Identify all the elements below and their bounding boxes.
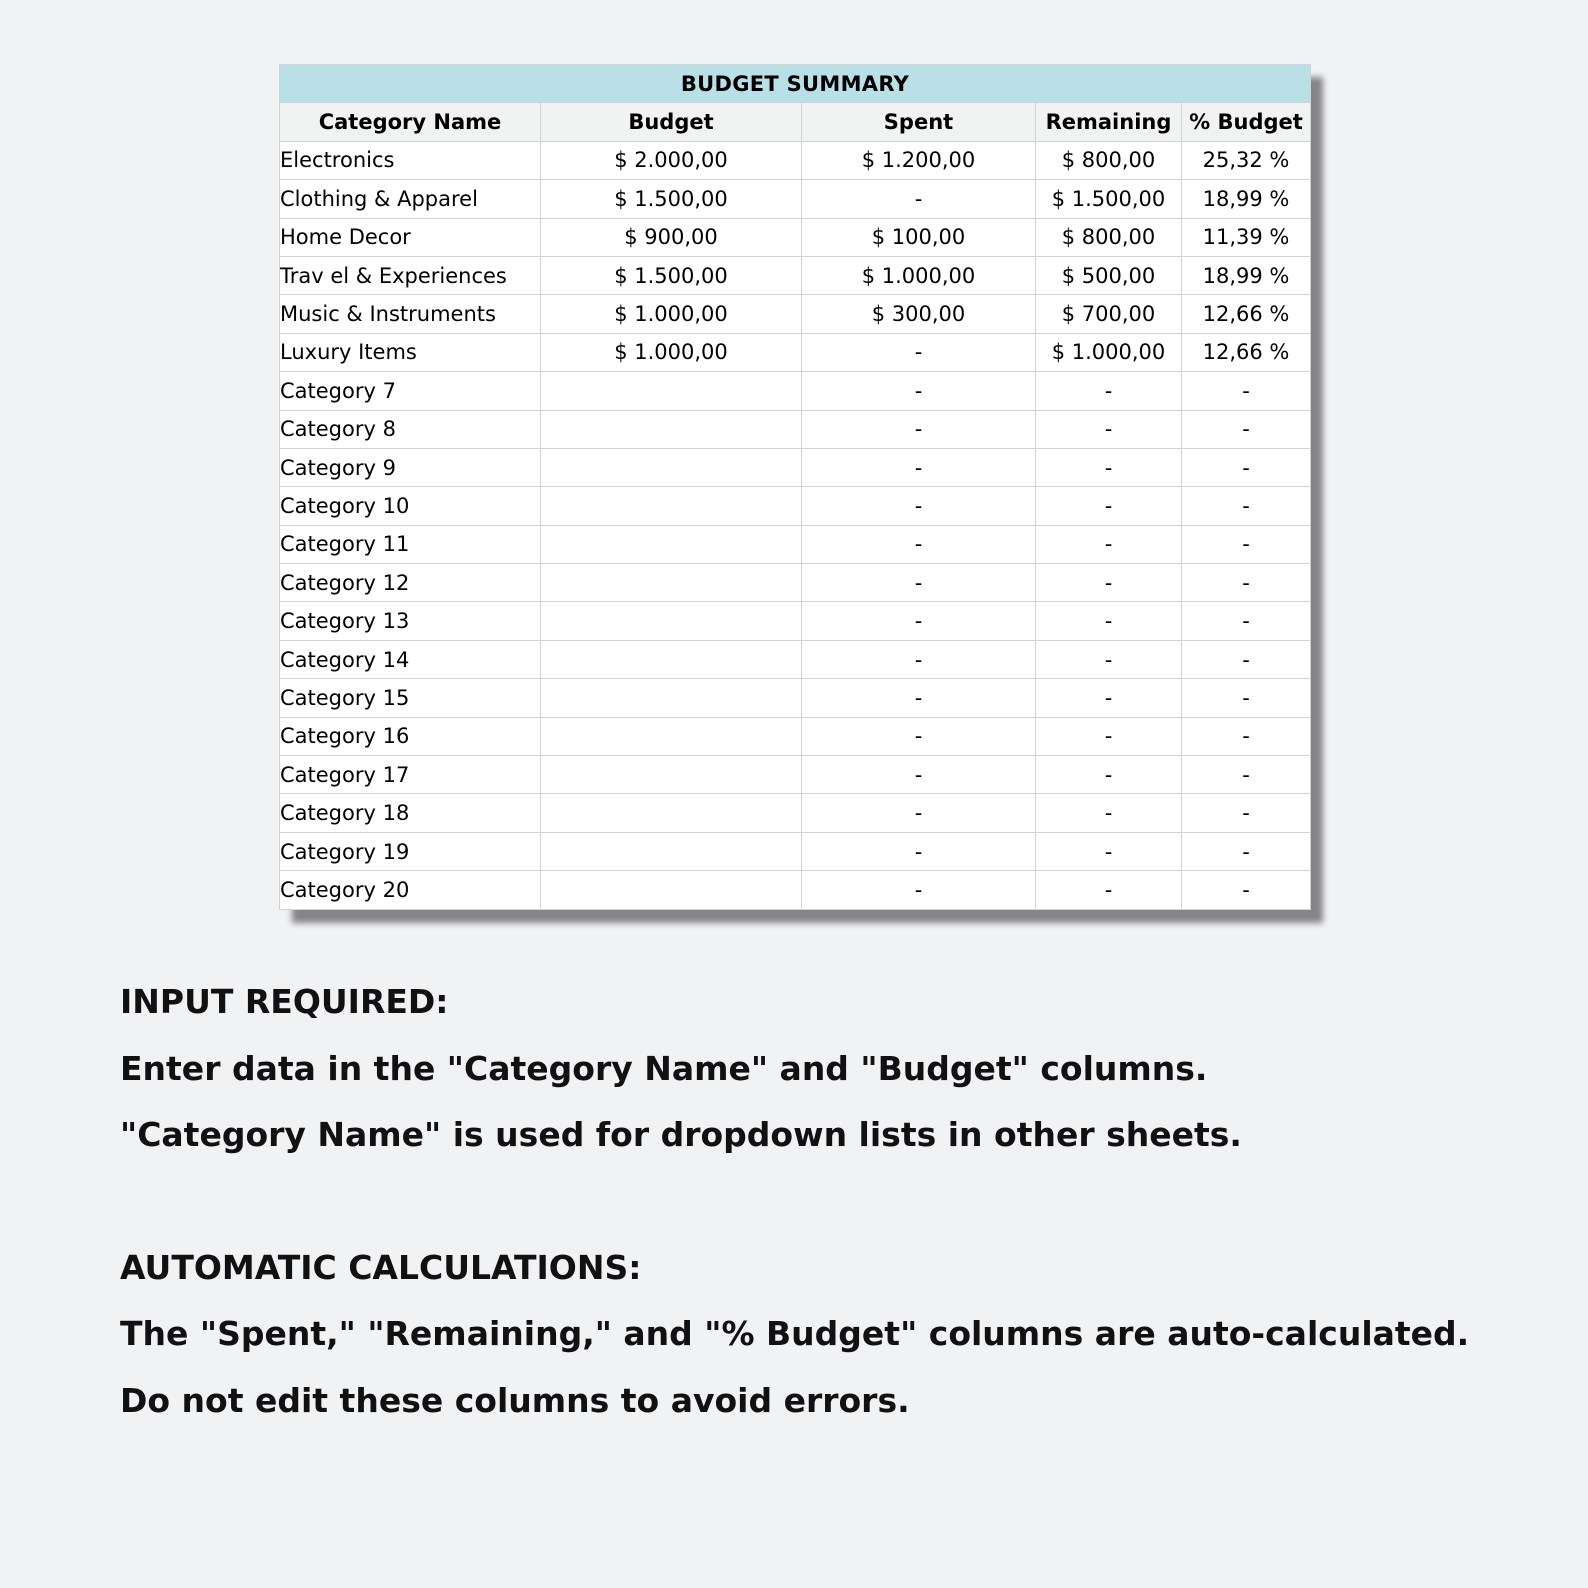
- table-row: [280, 410, 1311, 448]
- instructions-panel: [120, 982, 1560, 1447]
- category-name-cell[interactable]: Music & Instruments: [280, 295, 541, 333]
- budget-cell[interactable]: $ 1.500,00: [541, 180, 802, 218]
- percent-budget-cell: -: [1182, 832, 1311, 870]
- table-row: [280, 602, 1311, 640]
- spent-cell: -: [802, 487, 1036, 525]
- percent-budget-cell: -: [1182, 679, 1311, 717]
- table-row: [280, 717, 1311, 755]
- remaining-cell: -: [1036, 717, 1182, 755]
- budget-cell[interactable]: [541, 448, 802, 486]
- table-row: [280, 487, 1311, 525]
- category-name-cell[interactable]: Category 9: [280, 448, 541, 486]
- spent-cell: -: [802, 372, 1036, 410]
- remaining-cell: -: [1036, 794, 1182, 832]
- table-row: [280, 564, 1311, 602]
- spent-cell: $ 300,00: [802, 295, 1036, 333]
- spent-cell: -: [802, 871, 1036, 909]
- remaining-cell: -: [1036, 679, 1182, 717]
- auto-instruction-line-1: The "Spent," "Remaining," and "% Budget" columns are auto-calculated.: [120, 1314, 1470, 1353]
- category-name-cell[interactable]: Category 17: [280, 756, 541, 794]
- budget-cell[interactable]: [541, 602, 802, 640]
- budget-cell[interactable]: $ 1.500,00: [541, 256, 802, 294]
- budget-cell[interactable]: $ 900,00: [541, 218, 802, 256]
- spent-cell: -: [802, 564, 1036, 602]
- table-body: [280, 141, 1311, 909]
- remaining-cell: -: [1036, 756, 1182, 794]
- percent-budget-cell: -: [1182, 448, 1311, 486]
- table-row: [280, 372, 1311, 410]
- table-row: [280, 756, 1311, 794]
- spent-cell: -: [802, 679, 1036, 717]
- category-name-cell[interactable]: Category 7: [280, 372, 541, 410]
- budget-summary-table: [279, 64, 1311, 910]
- budget-cell[interactable]: [541, 487, 802, 525]
- spent-cell: $ 1.000,00: [802, 256, 1036, 294]
- category-name-cell[interactable]: Category 11: [280, 525, 541, 563]
- percent-budget-cell: -: [1182, 525, 1311, 563]
- remaining-cell: $ 500,00: [1036, 256, 1182, 294]
- remaining-cell: -: [1036, 602, 1182, 640]
- table-header-row: [280, 103, 1311, 141]
- category-name-cell[interactable]: Category 8: [280, 410, 541, 448]
- remaining-cell: -: [1036, 448, 1182, 486]
- budget-cell[interactable]: [541, 679, 802, 717]
- percent-budget-cell: 12,66 %: [1182, 295, 1311, 333]
- category-name-cell[interactable]: Category 16: [280, 717, 541, 755]
- spent-cell: -: [802, 756, 1036, 794]
- table-row: [280, 218, 1311, 256]
- header-budget: Budget: [541, 103, 802, 141]
- percent-budget-cell: -: [1182, 756, 1311, 794]
- table-title: BUDGET SUMMARY: [280, 65, 1311, 103]
- spent-cell: -: [802, 602, 1036, 640]
- budget-cell[interactable]: [541, 832, 802, 870]
- table-row: [280, 525, 1311, 563]
- category-name-cell[interactable]: Category 10: [280, 487, 541, 525]
- table-title-row: [280, 65, 1311, 103]
- remaining-cell: -: [1036, 525, 1182, 563]
- budget-cell[interactable]: $ 1.000,00: [541, 333, 802, 371]
- table-row: [280, 640, 1311, 678]
- spent-cell: -: [802, 794, 1036, 832]
- percent-budget-cell: -: [1182, 487, 1311, 525]
- spent-cell: -: [802, 832, 1036, 870]
- remaining-cell: $ 800,00: [1036, 141, 1182, 179]
- budget-cell[interactable]: $ 1.000,00: [541, 295, 802, 333]
- table-row: [280, 871, 1311, 909]
- percent-budget-cell: -: [1182, 372, 1311, 410]
- auto-instruction-line-2: Do not edit these columns to avoid errors.: [120, 1380, 910, 1420]
- budget-cell[interactable]: [541, 717, 802, 755]
- table-row: [280, 832, 1311, 870]
- spent-cell: -: [802, 525, 1036, 563]
- input-required-heading: INPUT REQUIRED:: [120, 982, 449, 1021]
- spent-cell: -: [802, 180, 1036, 218]
- remaining-cell: -: [1036, 871, 1182, 909]
- category-name-cell[interactable]: Category 19: [280, 832, 541, 870]
- category-name-cell[interactable]: Category 14: [280, 640, 541, 678]
- input-instruction-line-1: Enter data in the "Category Name" and "Budget" columns.: [120, 1048, 1208, 1088]
- header-spent: Spent: [802, 103, 1036, 141]
- spacer: [120, 1182, 1560, 1248]
- budget-cell[interactable]: [541, 564, 802, 602]
- category-name-cell[interactable]: Category 12: [280, 564, 541, 602]
- header-remaining: Remaining: [1036, 103, 1182, 141]
- percent-budget-cell: 18,99 %: [1182, 180, 1311, 218]
- percent-budget-cell: -: [1182, 717, 1311, 755]
- budget-summary-sheet: [279, 64, 1310, 910]
- spent-cell: -: [802, 410, 1036, 448]
- percent-budget-cell: -: [1182, 410, 1311, 448]
- remaining-cell: -: [1036, 640, 1182, 678]
- table-row: [280, 448, 1311, 486]
- table-row: [280, 141, 1311, 179]
- category-name-cell[interactable]: Clothing & Apparel: [280, 180, 541, 218]
- remaining-cell: -: [1036, 564, 1182, 602]
- percent-budget-cell: -: [1182, 871, 1311, 909]
- table-row: [280, 679, 1311, 717]
- spent-cell: -: [802, 448, 1036, 486]
- percent-budget-cell: 11,39 %: [1182, 218, 1311, 256]
- table-row: [280, 256, 1311, 294]
- category-name-cell[interactable]: Home Decor: [280, 218, 541, 256]
- spent-cell: -: [802, 333, 1036, 371]
- table-row: [280, 180, 1311, 218]
- budget-cell[interactable]: $ 2.000,00: [541, 141, 802, 179]
- spent-cell: -: [802, 717, 1036, 755]
- budget-cell[interactable]: [541, 372, 802, 410]
- remaining-cell: -: [1036, 832, 1182, 870]
- header-percent-budget: % Budget: [1182, 103, 1311, 141]
- input-instruction-line-2: "Category Name" is used for dropdown lists in other sheets.: [120, 1115, 1242, 1154]
- budget-cell[interactable]: [541, 525, 802, 563]
- category-name-cell[interactable]: Luxury Items: [280, 333, 541, 371]
- category-name-cell[interactable]: Electronics: [280, 141, 541, 179]
- remaining-cell: -: [1036, 372, 1182, 410]
- table-row: [280, 333, 1311, 371]
- table-row: [280, 794, 1311, 832]
- remaining-cell: $ 800,00: [1036, 218, 1182, 256]
- remaining-cell: -: [1036, 410, 1182, 448]
- category-name-cell[interactable]: Category 18: [280, 794, 541, 832]
- category-name-cell[interactable]: Category 20: [280, 871, 541, 909]
- category-name-cell[interactable]: Category 13: [280, 602, 541, 640]
- percent-budget-cell: -: [1182, 640, 1311, 678]
- percent-budget-cell: 12,66 %: [1182, 333, 1311, 371]
- percent-budget-cell: -: [1182, 794, 1311, 832]
- table-row: [280, 295, 1311, 333]
- remaining-cell: $ 1.500,00: [1036, 180, 1182, 218]
- category-name-cell[interactable]: Category 15: [280, 679, 541, 717]
- budget-cell[interactable]: [541, 794, 802, 832]
- percent-budget-cell: -: [1182, 602, 1311, 640]
- budget-cell[interactable]: [541, 871, 802, 909]
- remaining-cell: $ 1.000,00: [1036, 333, 1182, 371]
- category-name-cell[interactable]: Trav el & Experiences: [280, 256, 541, 294]
- remaining-cell: $ 700,00: [1036, 295, 1182, 333]
- budget-cell[interactable]: [541, 410, 802, 448]
- spent-cell: $ 100,00: [802, 218, 1036, 256]
- budget-cell[interactable]: [541, 756, 802, 794]
- spent-cell: -: [802, 640, 1036, 678]
- remaining-cell: -: [1036, 487, 1182, 525]
- percent-budget-cell: 18,99 %: [1182, 256, 1311, 294]
- percent-budget-cell: -: [1182, 564, 1311, 602]
- header-category-name: Category Name: [280, 103, 541, 141]
- spent-cell: $ 1.200,00: [802, 141, 1036, 179]
- percent-budget-cell: 25,32 %: [1182, 141, 1311, 179]
- automatic-calculations-heading: AUTOMATIC CALCULATIONS:: [120, 1247, 642, 1287]
- budget-cell[interactable]: [541, 640, 802, 678]
